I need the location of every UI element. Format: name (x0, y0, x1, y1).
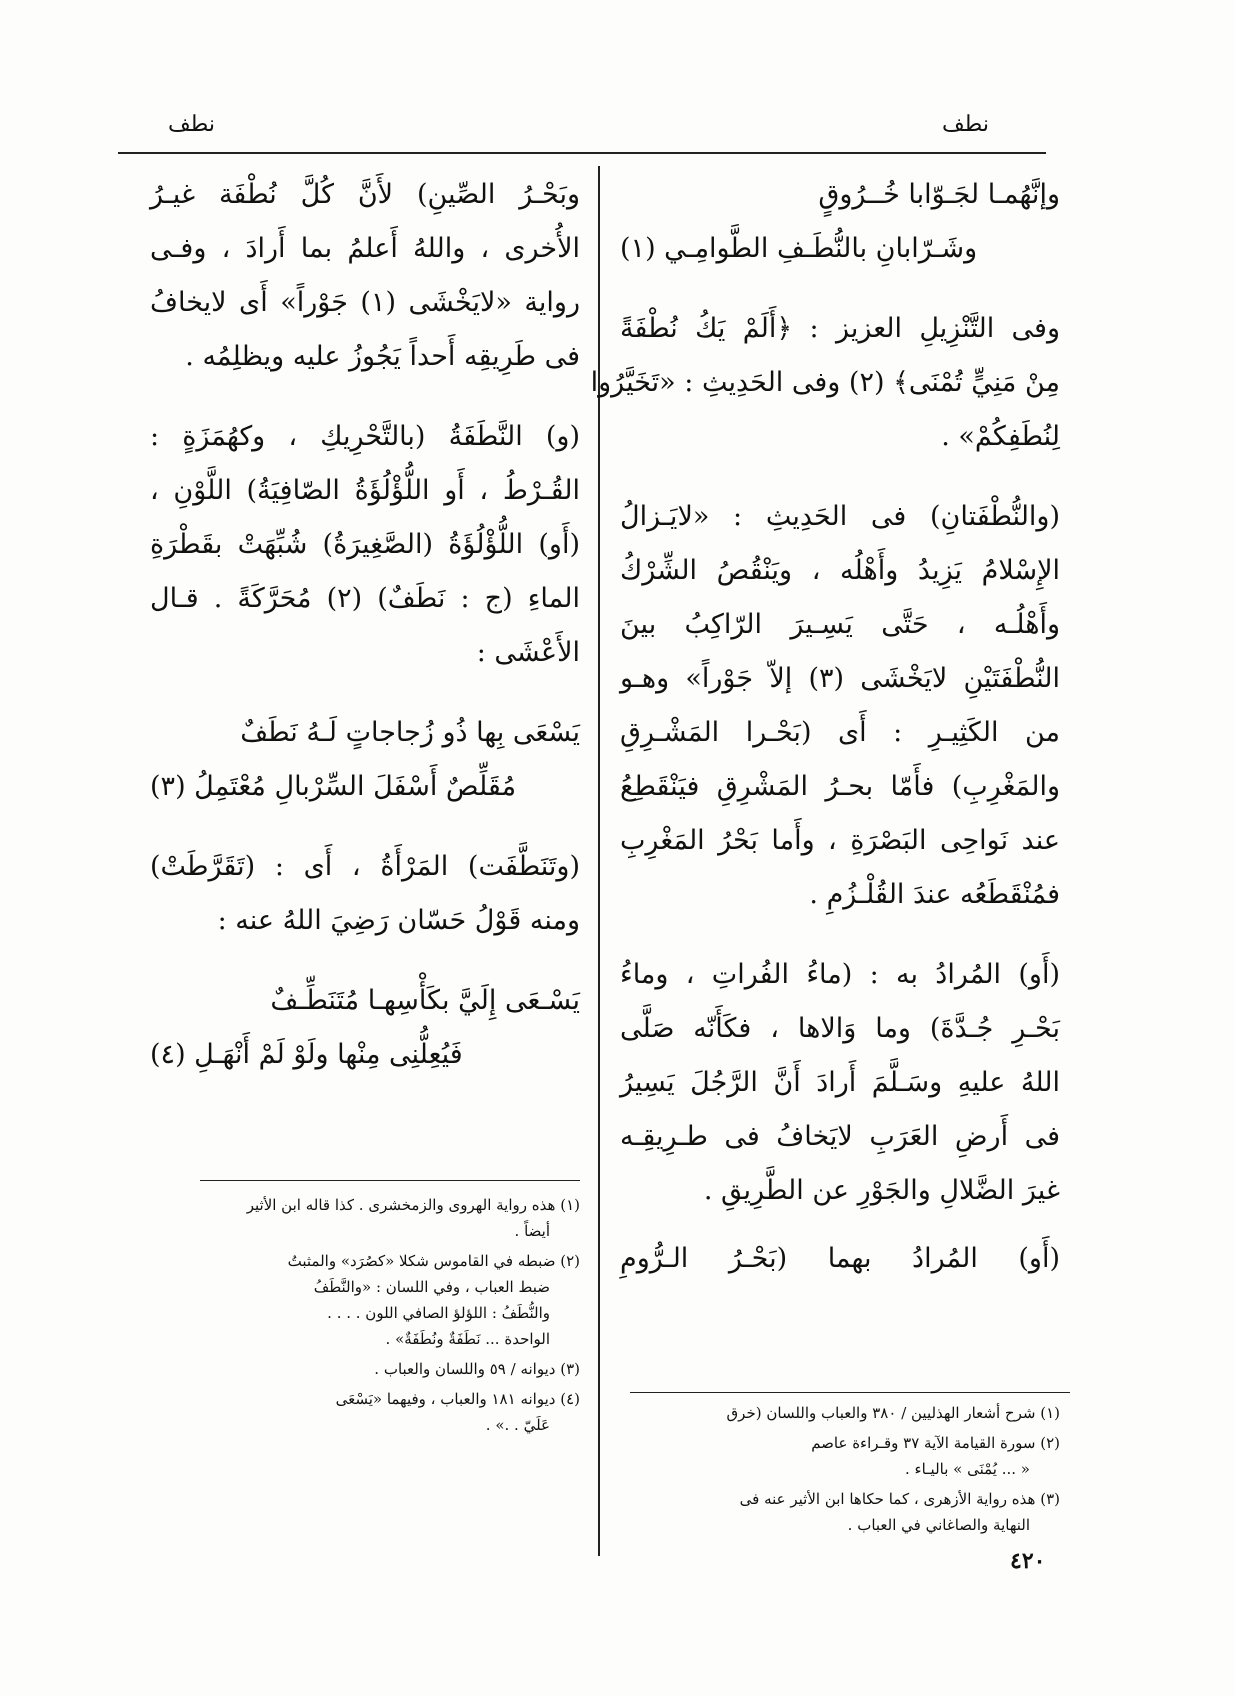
paragraph (590, 302, 1060, 464)
footnote (620, 1400, 1060, 1426)
text-line: الماءِ (ج : نَطَفٌ) (٢) مُحَرَّكَةً . قـال (150, 583, 580, 614)
verse-line: وشَـرّابانِ بالنُّطَـفِ الطَّوامِـي (١) (620, 233, 978, 264)
footnote-text: سورة القيامة الآية ٣٧ وقـراءة عاصم (811, 1434, 1036, 1452)
footnote-text: هذه رواية الأزهرى ، كما حكاها ابن الأثير عنه فى (739, 1490, 1036, 1508)
paragraph (620, 1232, 1060, 1286)
text-line: من الكَثِيـرِ : أَى (بَحْـرا المَشْـرِقِ (620, 717, 1060, 748)
text-line: (وتَنَطَّفَت) المَرْأَةُ ، أَى : (تَقَرَّطَتْ) (150, 851, 580, 882)
text-line: (والنُّطْفَتانِ) فى الحَدِيثِ : «لايَـزالُ (620, 501, 1060, 532)
footnote-line (620, 1400, 1060, 1426)
verse-line: فَيُعِلُّنِى مِنْها ولَوْ لَمْ أَنْهَـلِ (٤) (150, 1039, 463, 1070)
text-line: عند نَواحِى البَصْرَةِ ، وأَما بَحْرُ المَغْرِبِ (620, 825, 1060, 856)
footnote-number: (١) (560, 1196, 580, 1214)
footnote-line (150, 1248, 580, 1274)
footnote-number: (١) (1040, 1404, 1060, 1422)
footnote-line (620, 1486, 1060, 1512)
text-line: فمُنْقَطَعُه عندَ القُلْـزُمِ . (809, 879, 1060, 910)
text-line: الأَعْشَى : (476, 637, 580, 668)
text-line: الإِسْلامُ يَزِيدُ وأَهْلُه ، ويَنْقُصُ الشِّرْكُ (620, 555, 1060, 586)
paragraph (150, 168, 580, 384)
text-line: غيرَ الضَّلالِ والجَوْرِ عن الطَّرِيقِ . (703, 1175, 1060, 1206)
text-line: وأَهْلُـه ، حَتَّى يَسِـيرَ الرّاكِبُ بينَ (620, 609, 1060, 640)
text-line: والمَغْرِبِ) فأَمّا بحـرُ المَشْرِقِ فيَنْقَطِعُ (620, 771, 1060, 802)
footnote (620, 1430, 1060, 1482)
footnote-line (620, 1430, 1060, 1456)
text-line: القُـرْطُ ، أَو اللُّؤْلُؤَةُ الصّافِيَةُ) اللَّوْنِ ، (150, 475, 580, 506)
text-line: لِنُطَفِكُمْ» . (941, 421, 1060, 452)
text-line: (أَو) المُرادُ بهما (بَحْـرُ الـرُّومِ (620, 1243, 1060, 1274)
text-line: (أَو) المُرادُ به : (ماءُ الفُراتِ ، وماءُ (620, 959, 1060, 990)
footnote-line: الواحدة ... نَطَفَةٌ ونُطَفَةٌ» . (385, 1330, 550, 1348)
text-line: النُّطْفَتَيْنِ لايَخْشَى (٣) إلاّ جَوْراً» وهـو (620, 663, 1060, 694)
text-line: اللهُ عليهِ وسَـلَّمَ أَرادَ أَنَّ الرَّجُلَ يَسِيرُ (620, 1067, 1060, 1098)
footnote-line: عَلَيّ . .» . (485, 1416, 550, 1434)
verse-line: يَسْعَى بِها ذُو زُجاجاتٍ لَـهُ نَطَفٌ (240, 717, 580, 748)
footnote-text: ديوانه / ٥٩ واللسان والعباب . (374, 1360, 556, 1378)
text-line: مِنْ مَنِيٍّ تُمْنَى﴾ (٢) وفى الحَدِيثِ : «تَخَيَّرُوا (590, 367, 1060, 398)
text-line: فى أَرضِ العَرَبِ لايَخافُ فى طـرِيقِـه (620, 1121, 1060, 1152)
verse-block (620, 168, 1060, 276)
text-line: (و) النَّطَفَةُ (بالتَّحْرِيكِ ، وكهُمَزَةٍ : (150, 421, 580, 452)
footnotes-left (150, 1192, 580, 1438)
footnote-line (150, 1386, 580, 1412)
footnote-line (150, 1192, 580, 1218)
verse-block (150, 974, 580, 1082)
footnote (150, 1356, 580, 1382)
footnote-rule-left (200, 1180, 580, 1181)
footnote-text: ديوانه ١٨١ والعباب ، وفيهما «يَسْعَى (335, 1390, 556, 1408)
footnote (150, 1386, 580, 1438)
text-line: رواية «لايَخْشَى (١) جَوْراً» أَى لايخافُ (150, 287, 580, 318)
paragraph (620, 490, 1060, 922)
page-number: ٤٢٠ (1010, 1548, 1046, 1574)
verse-line: وإنَّهُمـا لجَـوّابا خُــرُوقٍ (818, 179, 1060, 210)
footnote-number: (٣) (1040, 1490, 1060, 1508)
footnote-number: (٢) (560, 1252, 580, 1270)
footnote-line: أيضاً . (514, 1222, 550, 1240)
text-line: فى طَرِيقِه أَحداً يَجُوزُ عليه ويظلِمُه . (185, 341, 580, 372)
text-line: ومنه قَوْلُ حَسّان رَضِيَ اللهُ عنه : (217, 905, 580, 936)
footnote-line: النهاية والصاغاني في العباب . (847, 1516, 1030, 1534)
header-right-word: نطف (942, 112, 989, 137)
header-left-word: نطف (168, 112, 215, 137)
footnote-text: ضبطه في القاموس شكلا «كصُرَد» والمثبتُ (287, 1252, 556, 1270)
left-column (150, 168, 580, 1082)
footnote-line (150, 1356, 580, 1382)
text-line: بَحْـرِ جُـدَّةَ) وما وَالاها ، فكَأَنّه صَلَّى (620, 1013, 1060, 1044)
paragraph (620, 948, 1060, 1218)
footnote-text: هذه رواية الهروى والزمخشرى . كذا قاله ابن الأثير (246, 1196, 556, 1214)
footnote (150, 1248, 580, 1352)
footnote-line: ضبط العباب ، وفي اللسان : «والنَّطَفُ (313, 1278, 550, 1296)
footnote-line: والنُّطَفُ : اللؤلؤ الصافي اللون . . . . (327, 1304, 550, 1322)
text-line: وبَحْـرُ الصِّينِ) لأَنَّ كُلَّ نُطْفَة غيـرُ (150, 179, 580, 210)
footnotes-right (620, 1400, 1060, 1538)
paragraph (150, 840, 580, 948)
header-rule (118, 152, 1046, 154)
right-column (590, 168, 1060, 1286)
footnote-number: (٤) (560, 1390, 580, 1408)
footnote-rule-right (630, 1392, 1070, 1393)
text-line: الأُخرى ، واللهُ أَعلمُ بما أَرادَ ، وفـى (150, 233, 580, 264)
footnote-text: شرح أشعار الهذليين / ٣٨٠ والعباب واللسان (خرق (726, 1404, 1036, 1422)
footnote (620, 1486, 1060, 1538)
paragraph (150, 410, 580, 680)
footnote-number: (٣) (560, 1360, 580, 1378)
text-line: وفى التَّنْزِيلِ العزيز : ﴿أَلَمْ يَكُ نُطْفَةً (620, 313, 1060, 344)
footnote (150, 1192, 580, 1244)
verse-line: مُقَلِّصٌ أَسْفَلَ السِّرْبالِ مُعْتَمِلُ (٣) (150, 771, 517, 802)
verse-block (150, 706, 580, 814)
verse-line: يَسْـعَى إِلَيَّ بكَأْسِهـا مُتَنَطِّـفٌ (270, 985, 580, 1016)
text-line: (أَو) اللُّؤْلُؤَةُ (الصَّغِيرَةُ) شُبِّهَتْ بقَطْرَةِ (150, 529, 580, 560)
footnote-line: « ... يُمْنَى » باليـاء . (904, 1460, 1030, 1478)
footnote-number: (٢) (1040, 1434, 1060, 1452)
